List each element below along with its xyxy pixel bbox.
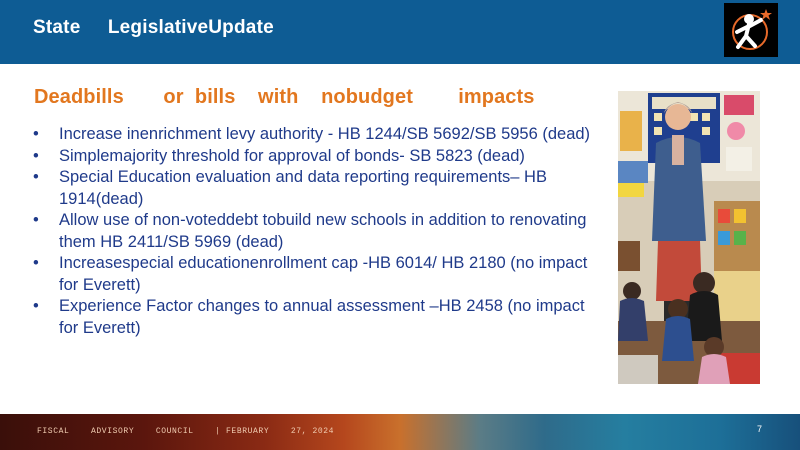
list-item-text: Experience Factor changes to annual assessment –HB 2458 (no impact for Everett) xyxy=(59,297,585,337)
list-item-text: Allow use of non-voteddebt tobuild new schools in addition to renovating them HB 2411/SB 5969 (dead) xyxy=(59,211,587,251)
list-item xyxy=(33,253,593,296)
list-item xyxy=(33,210,593,253)
slide-title: State LegislativeUpdate xyxy=(33,17,274,38)
list-item-text: Simplemajority threshold for approval of bonds- SB 5823 (dead) xyxy=(59,146,525,165)
bullet-marker: • xyxy=(33,254,39,272)
figure-with-star-logo-icon xyxy=(724,3,778,57)
bullet-list xyxy=(33,124,593,339)
classroom-photo xyxy=(618,91,760,384)
footer-caption: FISCAL ADVISORY COUNCIL | FEBRUARY 27, 2024 xyxy=(37,427,335,436)
bullet-marker: • xyxy=(33,146,39,165)
list-item-text: Increasespecial educationenrollment cap -HB 6014/ HB 2180 (no impact for Everett) xyxy=(59,254,588,294)
bullet-marker: • xyxy=(33,125,39,143)
list-item-text: Increase inenrichment levy authority - HB 1244/SB 5692/SB 5956 (dead) xyxy=(59,125,591,143)
list-item xyxy=(33,296,593,339)
bullet-marker: • xyxy=(33,297,39,315)
list-item-text: Special Education evaluation and data reporting requirements– HB 1914(dead) xyxy=(59,168,547,208)
section-heading: Deadbills or bills with nobudget impacts xyxy=(34,86,535,108)
list-item xyxy=(33,124,593,146)
list-item xyxy=(33,167,593,210)
footer-bar xyxy=(0,414,800,450)
bullet-marker: • xyxy=(33,168,39,186)
page-number: 7 xyxy=(757,424,763,434)
title-bar xyxy=(0,0,800,64)
bullet-marker: • xyxy=(33,211,39,229)
list-item xyxy=(33,146,593,168)
